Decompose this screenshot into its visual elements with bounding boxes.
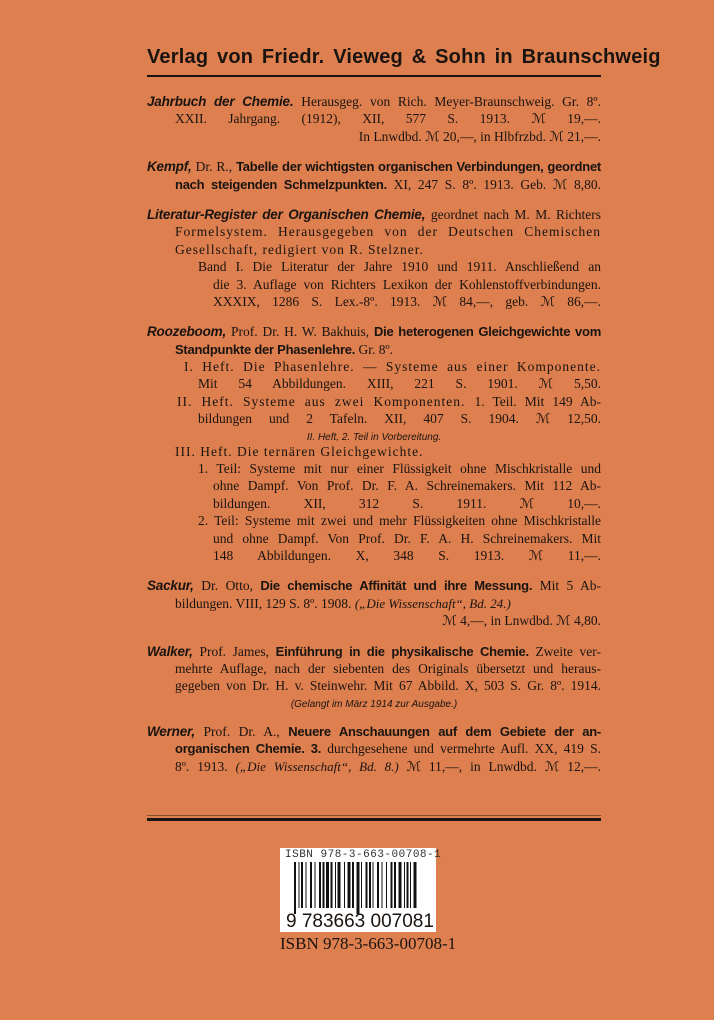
entry-line bbox=[147, 259, 601, 276]
entry-text: die 3. Auflage von Richters Lexikon der Kohlenstoffverbindungen. bbox=[213, 276, 601, 292]
entry-text: ℳ 4,—, in Lnwdbd. ℳ 4,80. bbox=[442, 613, 601, 629]
entry-line bbox=[147, 94, 601, 111]
entry-text: („Die Wissenschaft“, Bd. 24.) bbox=[354, 595, 511, 611]
header-rule bbox=[147, 75, 601, 77]
entry-text: II. Heft. Systeme aus zwei Komponenten. bbox=[177, 393, 475, 409]
entry-line bbox=[147, 359, 601, 376]
entry-line bbox=[147, 741, 601, 758]
catalog-entry-walker bbox=[147, 644, 601, 711]
entry-text: Gr. 8º. bbox=[358, 341, 394, 357]
entry-text: geordnet nach M. M. Richters bbox=[430, 206, 601, 222]
author-name: Kempf, bbox=[147, 159, 196, 175]
catalog-entry-kempf bbox=[147, 159, 601, 194]
entry-text: Formelsystem. Herausgegeben von der Deutschen Chemischen bbox=[175, 224, 601, 240]
entry-line bbox=[147, 496, 601, 513]
entry-text: Zweite ver- bbox=[535, 643, 601, 659]
catalog-entry-sackur bbox=[147, 578, 601, 630]
entry-text: und ohne Dampf. Von Prof. Dr. F. A. H. Schreinemakers. Mit bbox=[213, 530, 601, 546]
barcode bbox=[280, 848, 442, 932]
entry-text: ℳ 11,—, in Lnwdbd. ℳ 12,—. bbox=[406, 758, 601, 774]
entry-line bbox=[147, 129, 601, 146]
entry-line bbox=[147, 531, 601, 548]
entry-text: Prof. Dr. A., bbox=[203, 723, 289, 739]
barcode-bar bbox=[366, 862, 368, 908]
book-title: nach steigenden Schmelzpunkten. bbox=[175, 176, 394, 192]
entry-line bbox=[147, 207, 601, 224]
entry-text: ohne Dampf. Von Prof. Dr. F. A. Schreinemakers. Mit 112 Ab- bbox=[213, 478, 601, 494]
entry-text: 148 Abbildungen. X, 348 S. 1913. ℳ 11,—. bbox=[213, 547, 601, 563]
barcode-bar bbox=[348, 862, 351, 908]
entry-line bbox=[147, 724, 601, 741]
barcode-bar bbox=[335, 862, 336, 908]
book-title: Die heterogenen Gleichgewichte vom bbox=[374, 324, 602, 340]
barcode-isbn-label: ISBN 978-3-663-00708-1 bbox=[285, 849, 442, 861]
barcode-bar bbox=[299, 862, 300, 908]
entry-text: Mit 54 Abbildungen. XIII, 221 S. 1901. ℳ 5,50. bbox=[198, 376, 601, 392]
entry-line bbox=[147, 429, 601, 444]
entry-line bbox=[147, 596, 601, 613]
barcode-bar bbox=[373, 862, 374, 908]
entry-text: Mit 5 Ab- bbox=[539, 578, 601, 594]
entry-line bbox=[147, 513, 601, 530]
barcode-bar bbox=[369, 862, 371, 908]
entry-line bbox=[147, 277, 601, 294]
barcode-bar bbox=[301, 862, 303, 908]
entry-line bbox=[147, 224, 601, 241]
footer-rule bbox=[147, 818, 601, 821]
barcode-bar bbox=[361, 862, 362, 908]
barcode-digits: 9 783663 007081 bbox=[286, 911, 434, 932]
entry-text: III. Heft. Die ternären Gleichgewichte. bbox=[175, 443, 424, 459]
barcode-bar bbox=[414, 862, 417, 908]
entry-line bbox=[147, 376, 601, 393]
barcode-bar bbox=[377, 862, 379, 908]
barcode-bar bbox=[394, 862, 396, 908]
barcode-bar bbox=[352, 862, 354, 908]
author-name: Roozeboom, bbox=[147, 324, 231, 340]
barcode-bar bbox=[399, 862, 402, 908]
entry-text: mehrte Auflage, nach der siebenten des Originals übersetzt und heraus- bbox=[175, 660, 601, 676]
entry-text: XXXIX, 1286 S. Lex.-8º. 1913. ℳ 84,—, geb. ℳ 86,—. bbox=[213, 293, 601, 309]
entry-line bbox=[147, 394, 601, 411]
barcode-bar bbox=[391, 862, 393, 908]
entry-text: XI, 247 S. 8º. 1913. Geb. ℳ 8,80. bbox=[393, 176, 601, 192]
entry-text: 1. Teil: Systeme mit nur einer Flüssigkeit ohne Mischkristalle und bbox=[198, 461, 601, 477]
entry-line bbox=[147, 324, 601, 341]
barcode-bar bbox=[410, 862, 411, 908]
entry-text: Dr. R., bbox=[195, 159, 237, 175]
barcode-bar bbox=[315, 862, 316, 908]
entry-line bbox=[147, 644, 601, 661]
entry-text: Herausgeg. von Rich. Meyer-Braunschweig. Gr. 8º. bbox=[301, 94, 601, 109]
entry-line bbox=[147, 111, 601, 128]
catalog-entry-literatur-register bbox=[147, 207, 601, 311]
catalog-entry-werner bbox=[147, 724, 601, 776]
entry-text: 8º. 1913. bbox=[175, 758, 236, 774]
entry-text: Gesellschaft, redigiert von R. Stelzner. bbox=[175, 241, 424, 257]
barcode-bar bbox=[306, 862, 307, 908]
entry-line bbox=[147, 678, 601, 695]
entry-line bbox=[147, 613, 601, 630]
author-name: Walker, bbox=[147, 643, 200, 659]
entry-text: gegeben von Dr. H. v. Steinwehr. Mit 67 Abbild. X, 503 S. Gr. 8º. 1914. bbox=[175, 678, 601, 694]
isbn-text: ISBN 978-3-663-00708-1 bbox=[280, 934, 457, 953]
barcode-bar bbox=[344, 862, 345, 908]
footer-rule-thin bbox=[147, 815, 601, 816]
entry-text: („Die Wissenschaft“, Bd. 8.) bbox=[235, 758, 407, 774]
entry-text: bildungen und 2 Tafeln. XII, 407 S. 1904. ℳ 12,50. bbox=[198, 411, 601, 427]
catalog-entry-jahrbuch bbox=[147, 94, 601, 146]
author-name: Jahrbuch der Chemie. bbox=[147, 94, 302, 109]
entry-line bbox=[147, 461, 601, 478]
catalog-entry-roozeboom bbox=[147, 324, 601, 565]
entry-line bbox=[147, 411, 601, 428]
entry-line bbox=[147, 759, 601, 776]
book-title: Standpunkte der Phasenlehre. bbox=[175, 341, 359, 357]
barcode-bar bbox=[331, 862, 333, 908]
catalog-entries bbox=[147, 94, 601, 789]
barcode-bar bbox=[326, 862, 329, 908]
entry-line bbox=[147, 478, 601, 495]
entry-text: XXII. Jahrgang. (1912), XII, 577 S. 1913. ℳ 19,—. bbox=[175, 111, 601, 127]
entry-text: (Gelangt im März 1914 zur Ausgabe.) bbox=[290, 698, 458, 710]
entry-text: Dr. Otto, bbox=[201, 578, 261, 594]
author-name: Sackur, bbox=[147, 578, 202, 594]
entry-line bbox=[147, 661, 601, 678]
entry-text: Prof. James, bbox=[199, 643, 276, 659]
entry-line bbox=[147, 242, 601, 259]
barcode-bar bbox=[294, 862, 296, 914]
barcode-bar bbox=[404, 862, 405, 908]
book-title: Neuere Anschauungen auf dem Gebiete der an- bbox=[288, 723, 601, 739]
book-title: Tabelle der wichtigsten organischen Verbindungen, geordnet bbox=[236, 159, 602, 175]
entry-line bbox=[147, 696, 601, 711]
entry-text: II. Heft, 2. Teil in Vorbereitung. bbox=[306, 431, 442, 443]
author-name: Werner, bbox=[147, 723, 204, 739]
entry-line bbox=[147, 294, 601, 311]
book-title: Die chemische Affinität und ihre Messung. bbox=[260, 578, 540, 594]
book-title: organischen Chemie. 3. bbox=[175, 741, 328, 757]
barcode-bar bbox=[323, 862, 325, 908]
barcode-bar bbox=[319, 862, 321, 908]
barcode-bars bbox=[294, 862, 420, 914]
barcode-bar bbox=[338, 862, 341, 908]
publisher-header: Verlag von Friedr. Vieweg & Sohn in Braunschweig bbox=[147, 46, 661, 68]
entry-text: In Lnwdbd. ℳ 20,—, in Hlbfrzbd. ℳ 21,—. bbox=[358, 128, 601, 144]
barcode-bar bbox=[386, 862, 387, 908]
entry-line bbox=[147, 548, 601, 565]
entry-line bbox=[147, 177, 601, 194]
entry-text: bildungen. XII, 312 S. 1911. ℳ 10,—. bbox=[213, 495, 601, 511]
entry-text: durchgesehene und vermehrte Aufl. XX, 419 S. bbox=[327, 741, 602, 757]
barcode-bar bbox=[357, 862, 360, 914]
book-title: Einführung in die physikalische Chemie. bbox=[275, 643, 536, 659]
barcode-bar bbox=[382, 862, 383, 908]
entry-text: 2. Teil: Systeme mit zwei und mehr Flüssigkeiten ohne Mischkristalle bbox=[198, 513, 601, 529]
barcode-bar bbox=[310, 862, 312, 908]
barcode-bar bbox=[407, 862, 409, 908]
entry-line bbox=[147, 578, 601, 595]
entry-line bbox=[147, 444, 601, 461]
entry-text: Band I. Die Literatur der Jahre 1910 und 1911. Anschließend an bbox=[198, 259, 601, 275]
entry-line bbox=[147, 159, 601, 176]
entry-text: bildungen. VIII, 129 S. 8º. 1908. bbox=[175, 595, 355, 611]
entry-text: 1. Teil. Mit 149 Ab- bbox=[474, 393, 601, 409]
entry-line bbox=[147, 342, 601, 359]
entry-text: Prof. Dr. H. W. Bakhuis, bbox=[231, 324, 374, 340]
author-name: Literatur-Register der Organischen Chemie, bbox=[147, 206, 431, 222]
entry-text: I. Heft. Die Phasenlehre. — Systeme aus einer Komponente. bbox=[184, 359, 601, 375]
